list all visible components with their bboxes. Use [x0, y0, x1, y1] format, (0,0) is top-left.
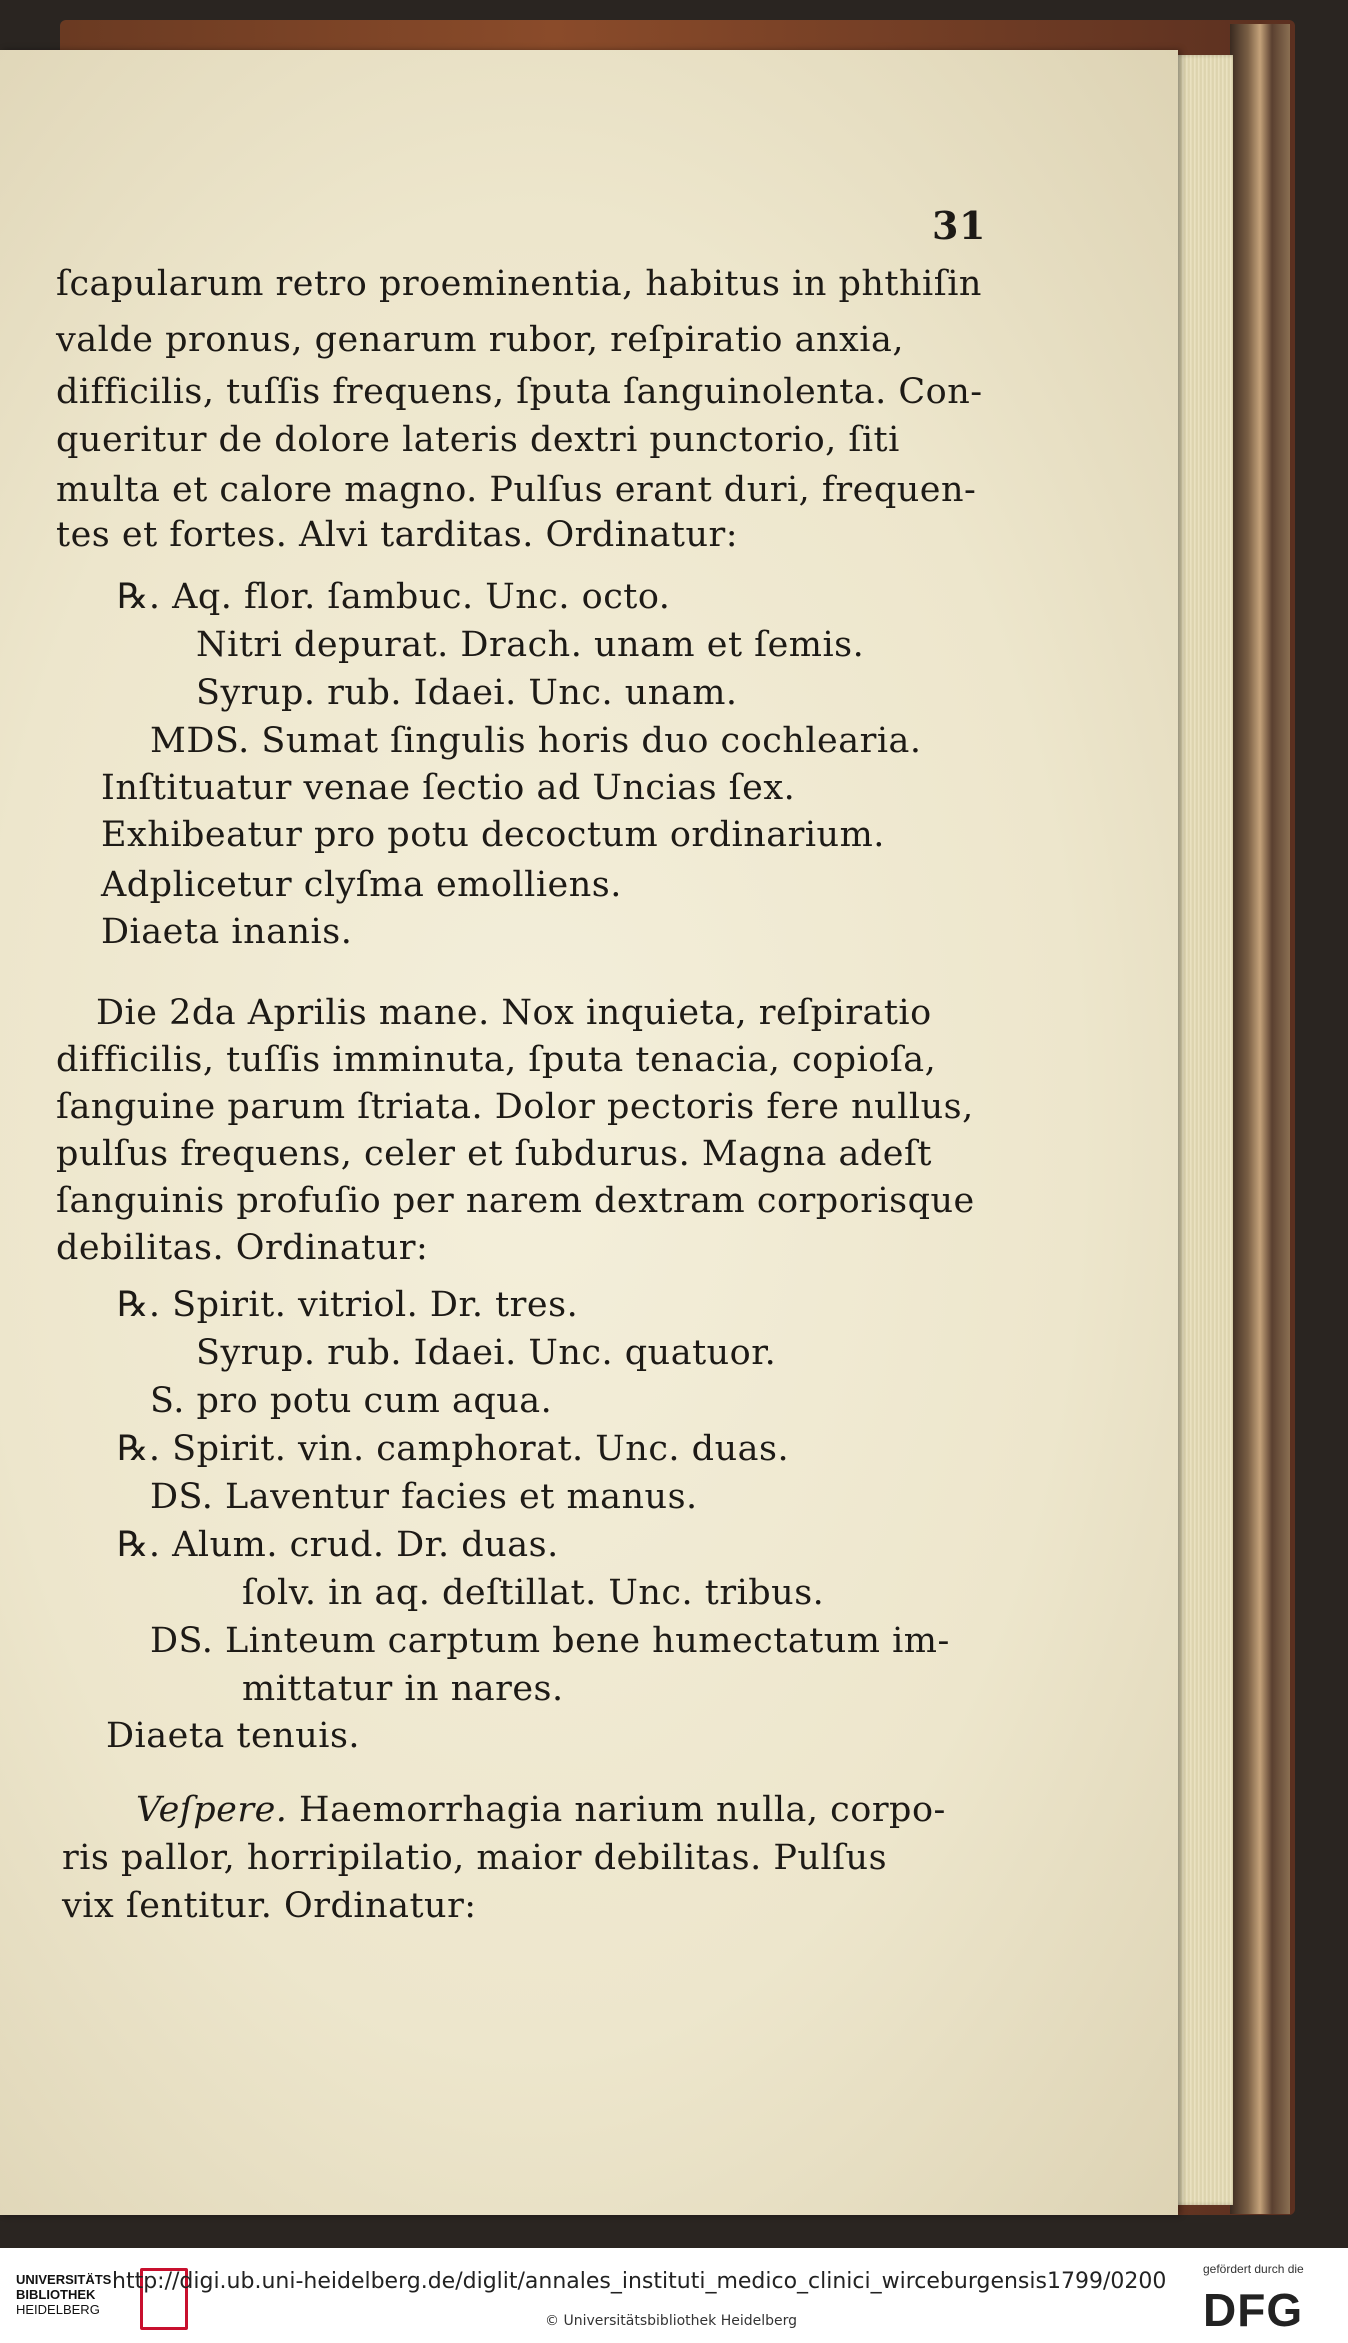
- text-line: tes et fortes. Alvi tarditas. Ordinatur:: [56, 515, 739, 555]
- logo-line: UNIVERSITÄTS: [16, 2272, 112, 2287]
- prescription-line: ℞. Alum. crud. Dr. duas.: [117, 1525, 559, 1565]
- prescription-line: mittatur in nares.: [242, 1669, 564, 1709]
- text-line: ris pallor, horripilatio, maior debilitas. Pulſus: [62, 1838, 888, 1878]
- page-number: 31: [932, 203, 986, 248]
- text-line: debilitas. Ordinatur:: [56, 1228, 429, 1268]
- instruction-line: Diaeta inanis.: [101, 912, 353, 952]
- copyright-text: © Universitätsbibliothek Heidelberg: [545, 2313, 798, 2329]
- text-span: Haemorrhagia narium nulla, corpo-: [287, 1790, 946, 1830]
- instruction-line: Exhibeatur pro potu decoctum ordinarium.: [101, 815, 885, 855]
- prescription-line: ℞. Aq. flor. ſambuc. Unc. octo.: [117, 577, 671, 617]
- prescription-line: DS. Laventur facies et manus.: [150, 1477, 698, 1517]
- text-line: [136, 1790, 946, 1830]
- text-line: vix ſentitur. Ordinatur:: [62, 1886, 477, 1926]
- text-line: valde pronus, genarum rubor, reſpiratio anxia,: [56, 320, 904, 360]
- prescription-line: ℞. Spirit. vin. camphorat. Unc. duas.: [117, 1429, 790, 1469]
- text-line: ſanguinis profuſio per narem dextram corporisque: [56, 1181, 975, 1221]
- logo-line: BIBLIOTHEK: [16, 2287, 96, 2302]
- source-url-link[interactable]: http://digi.ub.uni-heidelberg.de/diglit/annales_instituti_medico_clinici_wirceburgensis1799/0200: [112, 2269, 1167, 2294]
- text-line: multa et calore magno. Pulſus erant duri, frequen-: [56, 470, 977, 510]
- text-line: difficilis, tuſſis imminuta, ſputa tenacia, copioſa,: [56, 1040, 937, 1080]
- text-line: ſanguine parum ſtriata. Dolor pectoris fere nullus,: [56, 1087, 974, 1127]
- logo-line: HEIDELBERG: [16, 2302, 100, 2317]
- dfg-logo: DFG: [1203, 2284, 1304, 2336]
- prescription-line: Nitri depurat. Drach. unam et ſemis.: [196, 625, 865, 665]
- prescription-line: DS. Linteum carptum bene humectatum im-: [150, 1621, 950, 1661]
- italic-word: Veſpere.: [136, 1790, 288, 1830]
- page-stack: [1175, 55, 1233, 2205]
- book-edge: [1230, 24, 1290, 2214]
- text-line: Die 2da Aprilis mane. Nox inquieta, reſpiratio: [96, 993, 932, 1033]
- prescription-line: ſolv. in aq. deſtillat. Unc. tribus.: [242, 1573, 825, 1613]
- instruction-line: Diaeta tenuis.: [106, 1716, 361, 1756]
- prescription-line: Syrup. rub. Idaei. Unc. quatuor.: [196, 1333, 777, 1373]
- funding-note: gefördert durch die: [1203, 2262, 1304, 2276]
- prescription-line: ℞. Spirit. vitriol. Dr. tres.: [117, 1285, 579, 1325]
- library-logo: [16, 2272, 111, 2317]
- prescription-line: Syrup. rub. Idaei. Unc. unam.: [196, 673, 738, 713]
- text-line: pulſus frequens, celer et ſubdurus. Magna adeſt: [56, 1134, 932, 1174]
- prescription-line: MDS. Sumat ſingulis horis duo cochlearia.: [150, 721, 922, 761]
- instruction-line: Adplicetur clyſma emolliens.: [101, 865, 622, 905]
- text-line: difficilis, tuſſis frequens, ſputa ſanguinolenta. Con-: [56, 372, 983, 412]
- prescription-line: S. pro potu cum aqua.: [150, 1381, 553, 1421]
- text-line: queritur de dolore lateris dextri punctorio, ſiti: [56, 420, 900, 460]
- text-line: ſcapularum retro proeminentia, habitus in phthiſin: [56, 264, 982, 304]
- instruction-line: Inſtituatur venae ſectio ad Uncias ſex.: [101, 768, 796, 808]
